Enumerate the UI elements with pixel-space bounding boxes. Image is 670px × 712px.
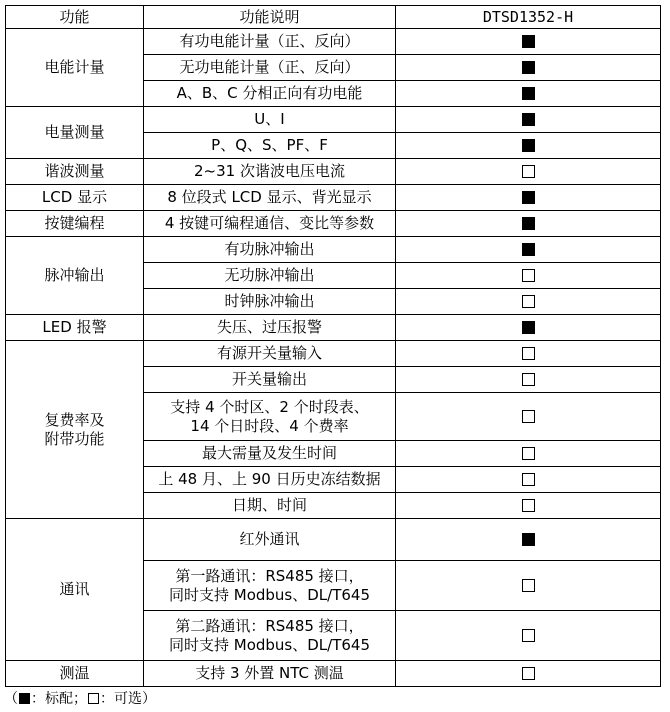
header-function: 功能 <box>6 6 144 29</box>
row-mark <box>396 393 661 441</box>
row-mark <box>396 611 661 661</box>
table-row <box>6 29 661 55</box>
feature-mark-icon <box>522 295 535 308</box>
row-mark <box>396 315 661 341</box>
group-pulse: 脉冲输出 <box>6 237 144 315</box>
row-desc: 有功电能计量（正、反向） <box>144 29 396 55</box>
row-mark <box>396 263 661 289</box>
row-mark <box>396 81 661 107</box>
table-row <box>6 211 661 237</box>
row-desc-line2: 同时支持 Modbus、DL/T645 <box>168 635 370 654</box>
row-mark <box>396 519 661 561</box>
row-mark <box>396 367 661 393</box>
feature-mark-icon <box>522 139 535 152</box>
row-mark <box>396 185 661 211</box>
row-desc: 支持 3 外置 NTC 测温 <box>144 661 396 687</box>
group-tariff-line2: 附带功能 <box>44 429 105 448</box>
group-keys: 按键编程 <box>6 211 144 237</box>
row-mark <box>396 493 661 519</box>
legend-standard: ：标配； <box>31 691 87 707</box>
row-desc-line2: 14 个日时段、4 个费率 <box>190 416 349 435</box>
row-mark <box>396 441 661 467</box>
row-desc: 2~31 次谐波电压电流 <box>144 159 396 185</box>
row-desc: P、Q、S、PF、F <box>144 133 396 159</box>
filled-square-icon <box>19 693 30 704</box>
row-desc: 上 48 月、上 90 日历史冻结数据 <box>144 467 396 493</box>
feature-mark-icon <box>522 499 535 512</box>
row-mark <box>396 341 661 367</box>
group-comm: 通讯 <box>6 519 144 661</box>
feature-mark-icon <box>522 321 535 334</box>
table-row <box>6 107 661 133</box>
legend-open: （ <box>4 691 18 707</box>
row-desc: 日期、时间 <box>144 493 396 519</box>
header-model: DTSD1352-H <box>396 6 661 29</box>
row-mark <box>396 133 661 159</box>
row-desc: 红外通讯 <box>144 519 396 561</box>
group-energy: 电能计量 <box>6 29 144 107</box>
row-desc: 时钟脉冲输出 <box>144 289 396 315</box>
row-desc: 有源开关量输入 <box>144 341 396 367</box>
feature-mark-icon <box>522 447 535 460</box>
feature-mark-icon <box>522 579 535 592</box>
feature-mark-icon <box>522 61 535 74</box>
group-led: LED 报警 <box>6 315 144 341</box>
row-mark <box>396 661 661 687</box>
table-header-row <box>6 6 661 29</box>
row-desc: 4 按键可编程通信、变比等参数 <box>144 211 396 237</box>
row-desc-line1: 第二路通讯：RS485 接口， <box>175 616 364 635</box>
group-tariff-line1: 复费率及 <box>44 410 105 429</box>
feature-mark-icon <box>522 667 535 680</box>
group-harmonic: 谐波测量 <box>6 159 144 185</box>
row-desc <box>144 393 396 441</box>
row-desc-line1: 第一路通讯：RS485 接口， <box>175 566 364 585</box>
legend-optional: ：可选） <box>100 691 156 707</box>
table-row <box>6 185 661 211</box>
feature-mark-icon <box>522 35 535 48</box>
feature-mark-icon <box>522 347 535 360</box>
row-mark <box>396 467 661 493</box>
table-row <box>6 159 661 185</box>
feature-mark-icon <box>522 373 535 386</box>
row-desc: 失压、过压报警 <box>144 315 396 341</box>
feature-mark-icon <box>522 410 535 423</box>
row-mark <box>396 107 661 133</box>
group-tariff <box>6 341 144 519</box>
row-desc: 无功脉冲输出 <box>144 263 396 289</box>
function-spec-table <box>5 5 661 687</box>
feature-mark-icon <box>522 243 535 256</box>
group-measure: 电量测量 <box>6 107 144 159</box>
row-desc: 无功电能计量（正、反向） <box>144 55 396 81</box>
legend <box>4 690 156 708</box>
row-desc: 最大需量及发生时间 <box>144 441 396 467</box>
row-mark <box>396 159 661 185</box>
feature-mark-icon <box>522 165 535 178</box>
empty-square-icon <box>88 693 99 704</box>
table-row <box>6 237 661 263</box>
feature-mark-icon <box>522 191 535 204</box>
row-desc: 有功脉冲输出 <box>144 237 396 263</box>
header-description: 功能说明 <box>144 6 396 29</box>
row-desc <box>144 611 396 661</box>
table-row <box>6 519 661 561</box>
row-mark <box>396 237 661 263</box>
row-desc <box>144 561 396 611</box>
table-row <box>6 315 661 341</box>
row-mark <box>396 289 661 315</box>
feature-mark-icon <box>522 533 535 546</box>
row-mark <box>396 29 661 55</box>
table-row <box>6 341 661 367</box>
feature-mark-icon <box>522 269 535 282</box>
row-desc: 8 位段式 LCD 显示、背光显示 <box>144 185 396 211</box>
row-desc-line2: 同时支持 Modbus、DL/T645 <box>168 585 370 604</box>
group-temp: 测温 <box>6 661 144 687</box>
row-mark <box>396 55 661 81</box>
feature-mark-icon <box>522 629 535 642</box>
row-mark <box>396 211 661 237</box>
feature-mark-icon <box>522 113 535 126</box>
table-row <box>6 661 661 687</box>
row-desc-line1: 支持 4 个时区、2 个时段表、 <box>170 397 369 416</box>
feature-mark-icon <box>522 473 535 486</box>
row-desc: U、I <box>144 107 396 133</box>
row-desc: A、B、C 分相正向有功电能 <box>144 81 396 107</box>
row-desc: 开关量输出 <box>144 367 396 393</box>
feature-mark-icon <box>522 87 535 100</box>
row-mark <box>396 561 661 611</box>
feature-mark-icon <box>522 217 535 230</box>
group-lcd: LCD 显示 <box>6 185 144 211</box>
